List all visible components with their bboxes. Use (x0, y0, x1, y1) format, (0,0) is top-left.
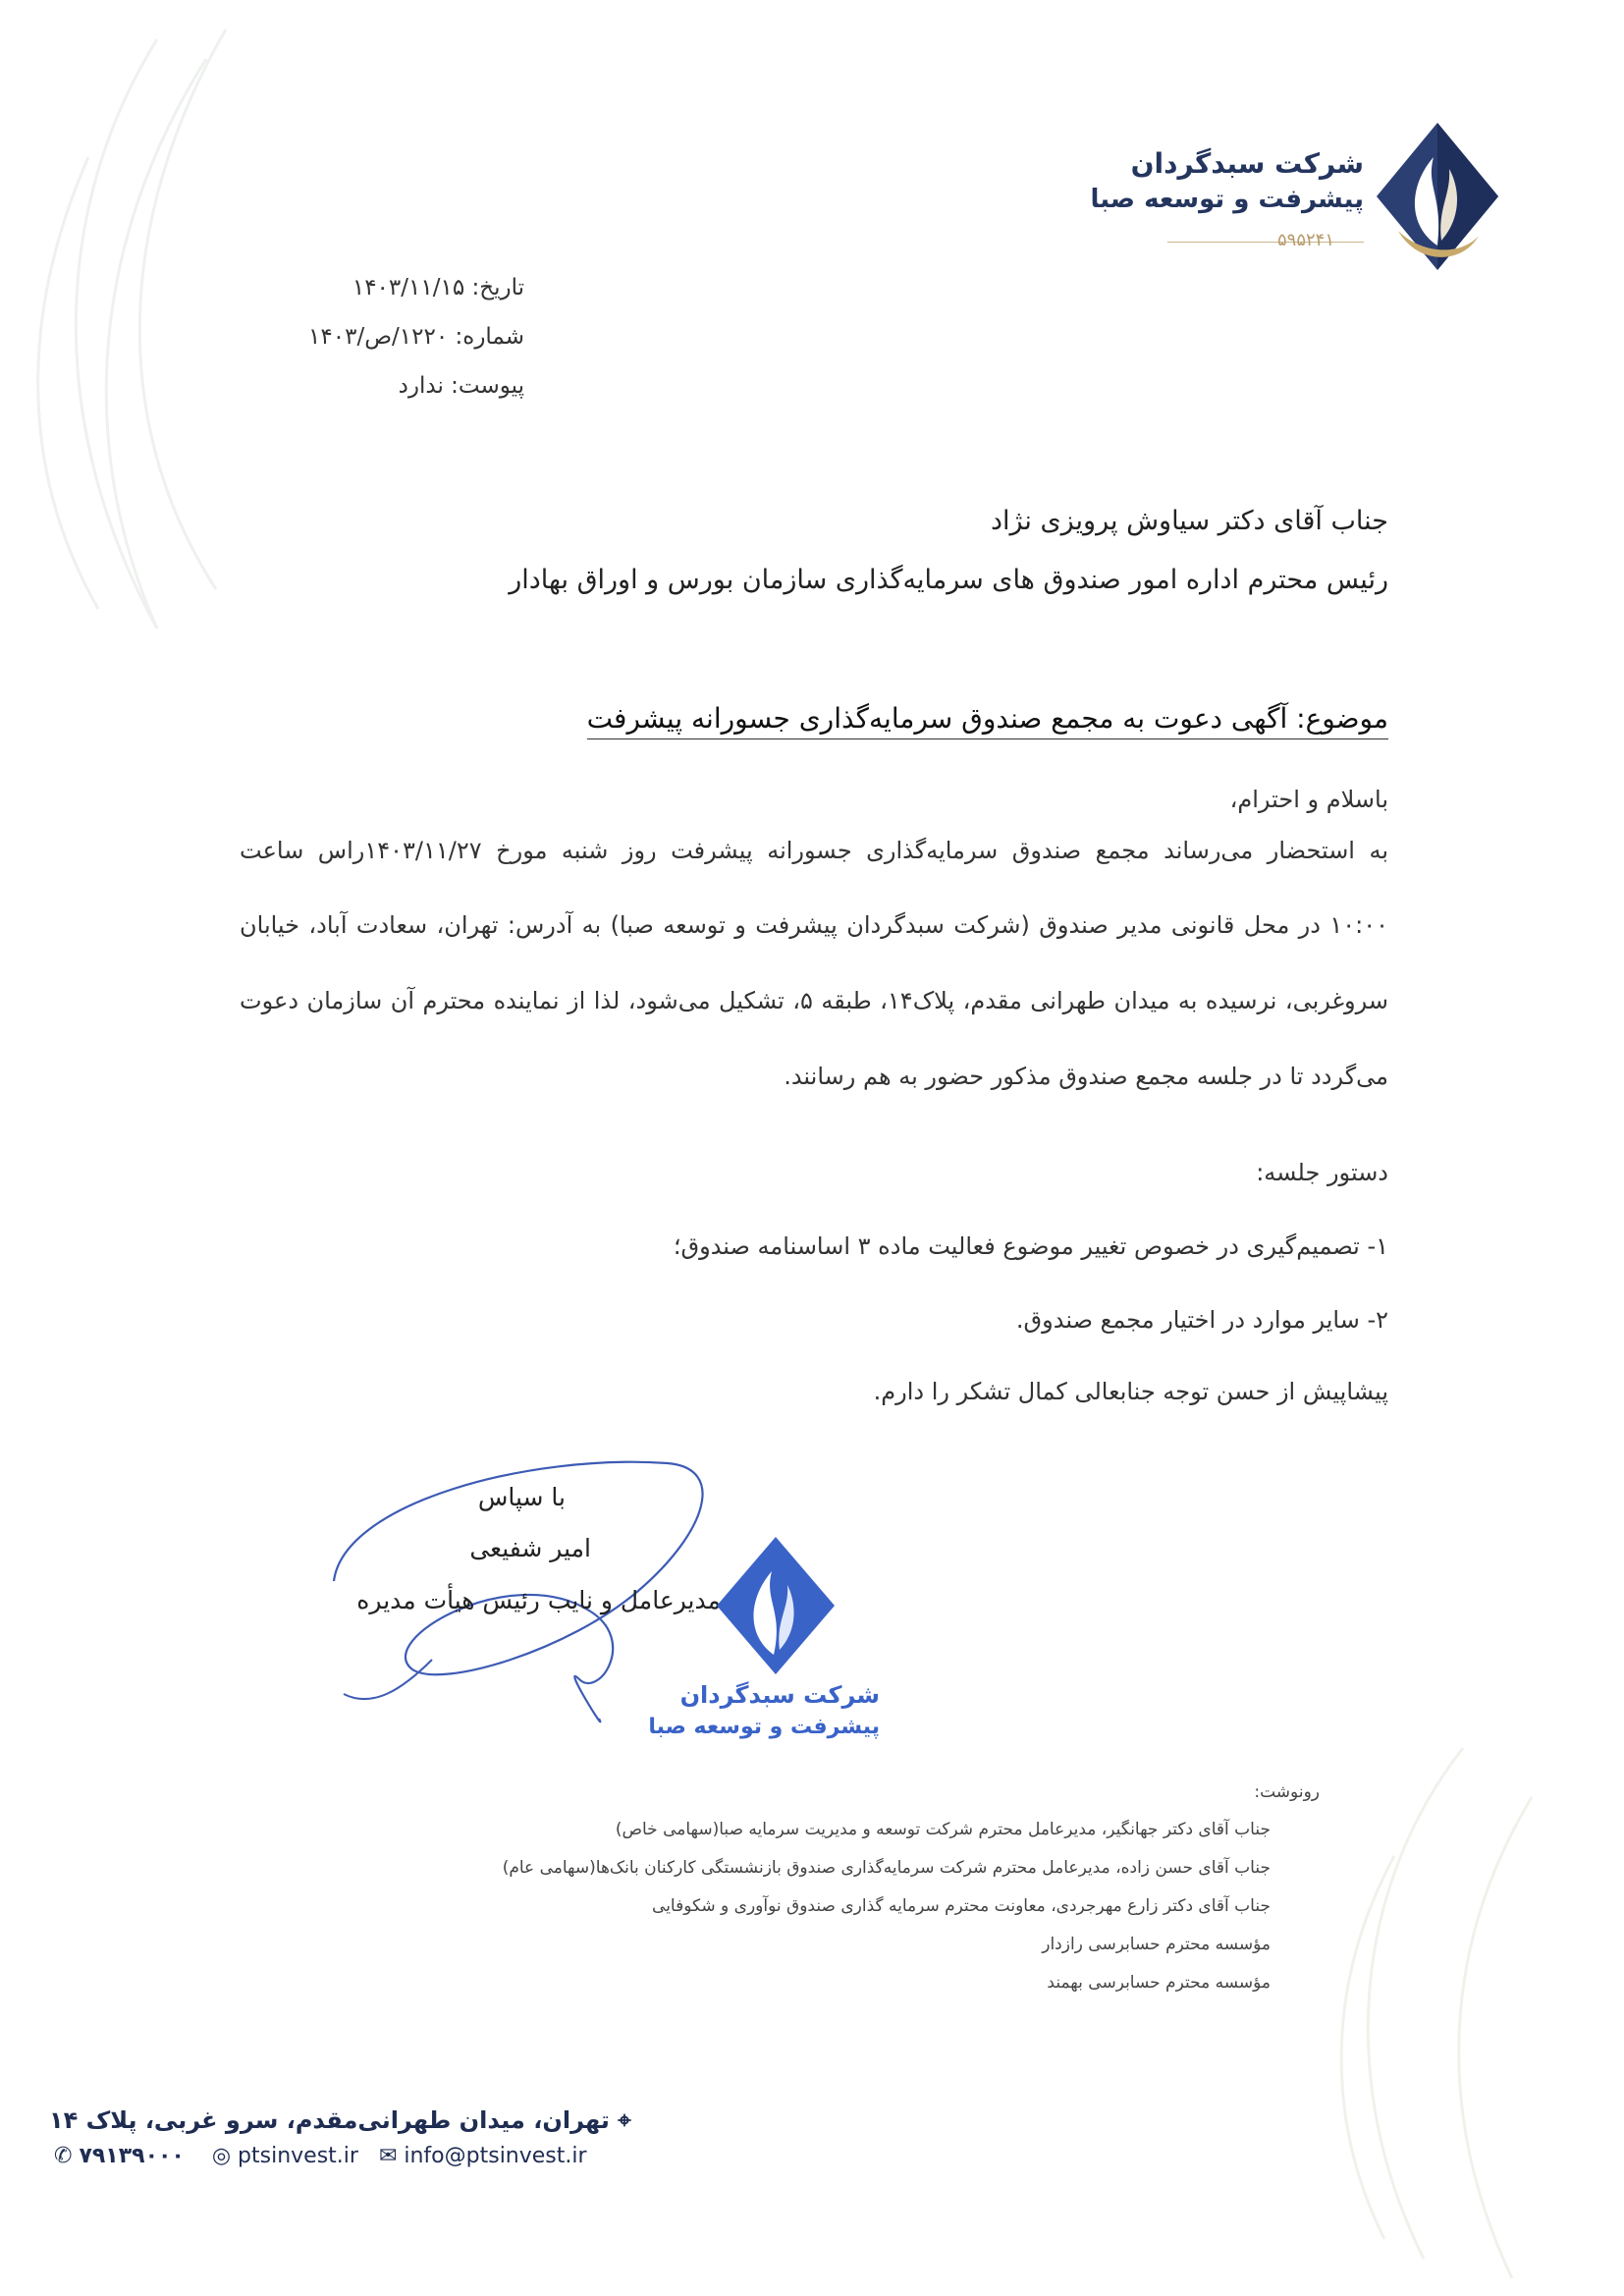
letter-subject (587, 702, 1388, 735)
agenda-item: ۲- سایر موارد در اختیار مجمع صندوق. (1015, 1306, 1388, 1334)
signatory-title: مدیرعامل و نایب رئیس هیأت مدیره (356, 1586, 721, 1614)
addressee-title: رئیس محترم اداره امور صندوق های سرمایه‌گذاری سازمان بورس و اوراق بهادار (509, 565, 1388, 595)
registration-number: ۵۹۵۲۴۱ (1276, 230, 1334, 250)
company-logo (1090, 108, 1506, 275)
paragraph-line: می‌گردد تا در جلسه مجمع صندوق مذکور حضور به هم رسانند. (784, 1063, 1388, 1090)
signatory-name: امیر شفیعی (469, 1534, 591, 1562)
phone-icon: ✆ (54, 2144, 73, 2168)
flame-diamond-logo-icon (1369, 118, 1506, 275)
globe-icon: ◎ (211, 2144, 232, 2168)
addressee-name: جناب آقای دکتر سیاوش پرویزی نژاد (990, 506, 1388, 536)
company-name-line2: پیشرفت و توسعه صبا (1090, 185, 1364, 214)
email-icon: ✉ (378, 2144, 398, 2168)
cc-item: جناب آقای دکتر جهانگیر، مدیرعامل محترم شرکت توسعه و مدیریت سرمایه صبا(سهامی خاص) (615, 1820, 1271, 1839)
paragraph-line: ۱۰:۰۰ در محل قانونی مدیر صندوق (شرکت سبدگردان پیشرفت و توسعه صبا) به آدرس: تهران، سعادت آباد، خیابان (240, 911, 1388, 939)
cc-item: جناب آقای دکتر زارع مهرجردی، معاونت محترم سرمایه گذاری صندوق نوآوری و شکوفایی (652, 1896, 1271, 1916)
footer-address-text: تهران، میدان طهرانی‌مقدم، سرو غربی، پلاک ۱۴ (49, 2106, 610, 2134)
paragraph-line: سروغربی، نرسیده به میدان طهرانی مقدم، پلاک۱۴، طبقه ۵، تشکیل می‌شود، لذا از نماینده محترم آن سازمان دعوت (240, 987, 1389, 1014)
location-pin-icon: ⌖ (618, 2106, 631, 2134)
subject-text: موضوع: آگهی دعوت به مجمع صندوق سرمایه‌گذاری جسورانه پیشرفت (587, 702, 1388, 739)
company-stamp-icon (707, 1532, 844, 1679)
greeting: باسلام و احترام، (1229, 786, 1388, 813)
stamp-text-line1: شرکت سبدگردان (679, 1681, 880, 1709)
signature-thanks: با سپاس (477, 1483, 566, 1511)
closing-line: پیشاپیش از حسن توجه جنابعالی کمال تشکر را دارم. (873, 1378, 1388, 1405)
cc-item: مؤسسه محترم حسابرسی بهمند (1047, 1973, 1271, 1993)
cc-item: جناب آقای حسن زاده، مدیرعامل محترم شرکت سرمایه‌گذاری صندوق بازنشستگی کارکنان بانک‌ها(سهامی عام) (502, 1858, 1271, 1878)
letter-number: شماره: ۱۲۲۰/ص/۱۴۰۳ (308, 324, 524, 350)
footer-website[interactable]: ptsinvest.ir (238, 2144, 358, 2168)
stamp-text-line2: پیشرفت و توسعه صبا (648, 1715, 880, 1739)
paragraph-line: به استحضار می‌رساند مجمع صندوق سرمایه‌گذاری جسورانه پیشرفت روز شنبه مورخ ۱۴۰۳/۱۱/۲۷راس ساعت (240, 837, 1388, 864)
cc-label: رونوشت: (1254, 1782, 1320, 1802)
footer-phone: ۷۹۱۳۹۰۰۰ (79, 2144, 185, 2168)
footer-address (49, 2106, 631, 2134)
cc-item: مؤسسه محترم حسابرسی رازدار (1042, 1935, 1271, 1954)
company-name-line1: شرکت سبدگردان (1130, 147, 1364, 180)
logo-divider (1167, 242, 1364, 243)
agenda-title: دستور جلسه: (1256, 1159, 1388, 1186)
letter-attachment: پیوست: ندارد (398, 373, 524, 399)
footer-email[interactable]: info@ptsinvest.ir (404, 2144, 587, 2168)
footer-contacts (54, 2144, 587, 2168)
letter-date: تاریخ: ۱۴۰۳/۱۱/۱۵ (352, 275, 524, 301)
agenda-item: ۱- تصمیم‌گیری در خصوص تغییر موضوع فعالیت ماده ۳ اساسنامه صندوق؛ (673, 1232, 1388, 1260)
